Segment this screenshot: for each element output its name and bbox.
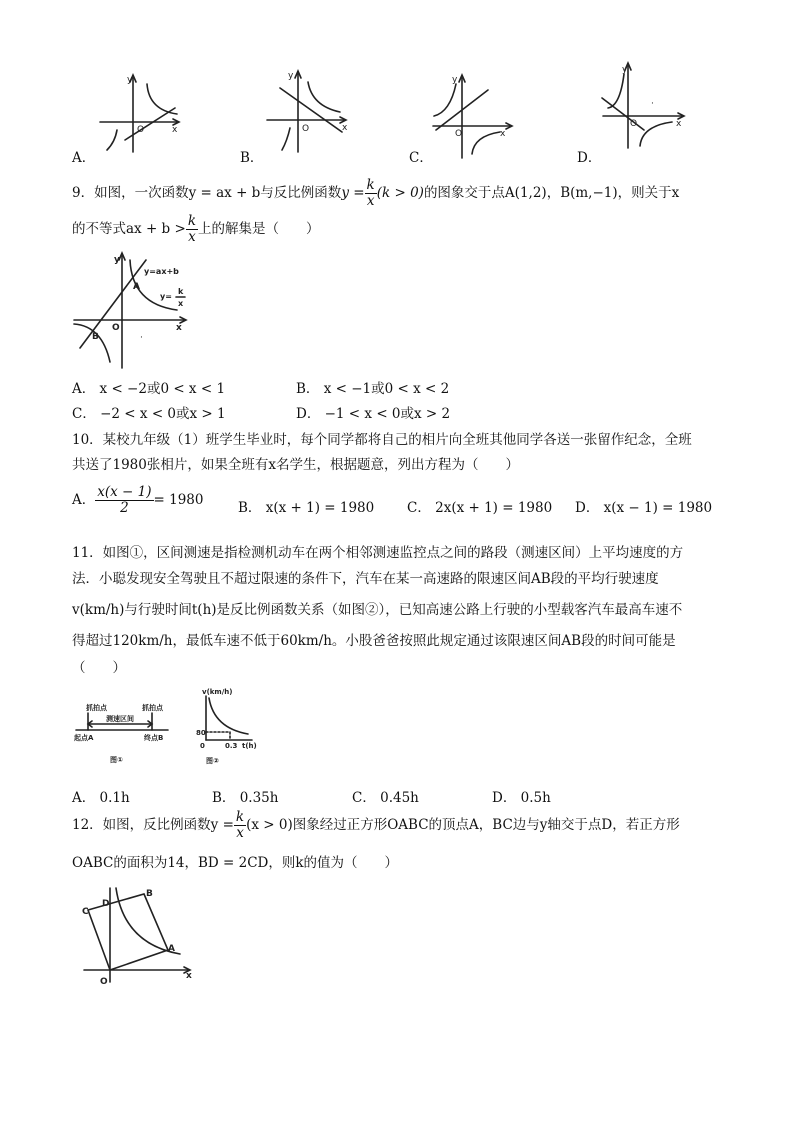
q12-stem-line2: OABC的面积为14，BD = 2CD，则k的值为（ ） bbox=[72, 855, 399, 871]
q10-option-a bbox=[72, 485, 203, 516]
fig1-start-label: 起点A bbox=[74, 734, 94, 742]
q12-stem-part1: 12．如图，反比例函数y = bbox=[72, 817, 234, 833]
q9-point-a: A bbox=[133, 282, 140, 292]
q11-stem-line3: v(km/h)与行驶时间t(h)是反比例函数关系（如图②），已知高速公路上行驶的小型载客汽车最高车速不 bbox=[72, 602, 683, 618]
q9-stem-line2 bbox=[72, 214, 320, 245]
q11-stem-line4: 得超过120km/h，最低车速不低于60km/h。小股爸爸按照此规定通过该限速区间AB段的时间可能是 bbox=[72, 633, 676, 649]
fig2-origin: 0 bbox=[200, 742, 205, 750]
q9-frac2-den: x bbox=[188, 229, 196, 245]
q9-curve-x: x bbox=[178, 299, 184, 308]
q11-stem-line5: （ ） bbox=[72, 660, 126, 676]
q9-fraction bbox=[365, 178, 377, 209]
graph-c bbox=[428, 70, 538, 160]
q11-option-a: A． 0.1h bbox=[72, 790, 130, 806]
q12-point-d: D bbox=[102, 899, 110, 909]
origin-label: O bbox=[137, 125, 145, 135]
q10-stem-line1: 10．某校九年级（1）班学生毕业时，每个同学都将自己的相片向全班其他同学各送一张留作纪念，全班 bbox=[72, 432, 692, 448]
q10-stem-line2: 共送了1980张相片，如果全班有x名学生，根据题意，列出方程为（ ） bbox=[72, 457, 519, 473]
q9-frac-den: x bbox=[366, 193, 375, 209]
q12-frac-num: k bbox=[235, 809, 245, 825]
axis-x-label: x bbox=[172, 125, 178, 135]
q12-point-c: C bbox=[82, 907, 89, 917]
q9-stem-line1 bbox=[72, 178, 679, 209]
origin-label: O bbox=[302, 124, 310, 134]
q9-stem-part1: 9．如图，一次函数y = ax + b与反比例函数 bbox=[72, 185, 342, 201]
axis-y-label: y bbox=[622, 65, 628, 75]
q11-figure-1 bbox=[72, 700, 182, 770]
option-a-label: A． bbox=[72, 150, 96, 166]
fig1-end-label: 终点B bbox=[144, 734, 164, 742]
option-b-label: B． bbox=[240, 150, 264, 166]
q11-stem-line2: 法．小聪发现安全驾驶且不超过限速的条件下，汽车在某一高速路的限速区间AB段的平均行驶速度 bbox=[72, 571, 659, 587]
q10-option-a-rhs: = 1980 bbox=[153, 492, 204, 508]
fig2-caption: 图② bbox=[206, 757, 219, 765]
q9-curve-label: y= bbox=[160, 292, 172, 301]
fig2-y-label: v(km/h) bbox=[202, 688, 233, 696]
q10-option-a-num: x(x − 1) bbox=[97, 484, 152, 500]
origin-label: O bbox=[630, 119, 638, 129]
q9-condition: (k > 0) bbox=[376, 185, 424, 201]
q10-option-d: D． x(x − 1) = 1980 bbox=[575, 500, 713, 516]
q12-axis-x: x bbox=[186, 971, 192, 981]
q9-frac-y: y = bbox=[341, 185, 365, 201]
q10-option-a-fraction bbox=[95, 485, 153, 516]
q9-line-label: y=ax+b bbox=[144, 267, 179, 276]
q12-point-b: B bbox=[146, 889, 153, 899]
fig1-caption: 图① bbox=[110, 756, 123, 764]
q11-figure-2 bbox=[196, 688, 276, 768]
q12-frac-den: x bbox=[236, 825, 244, 841]
axis-y-label: y bbox=[288, 71, 294, 81]
option-c-label: C． bbox=[409, 150, 433, 166]
fig1-interval-label: 测速区间 bbox=[106, 715, 134, 723]
q9-stem-part2: 的图象交于点A(1,2)，B(m,−1)，则关于x bbox=[423, 185, 680, 201]
q9-frac2-num: k bbox=[187, 213, 196, 229]
q11-option-b: B． 0.35h bbox=[212, 790, 279, 806]
axis-y-label: y bbox=[127, 75, 133, 85]
q10-option-b: B． x(x + 1) = 1980 bbox=[238, 500, 375, 516]
origin-label: O bbox=[455, 129, 463, 139]
axis-y-label: y bbox=[452, 75, 458, 85]
q9-figure bbox=[72, 252, 202, 372]
q11-stem-line1: 11．如图①，区间测速是指检测机动车在两个相邻测速监控点之间的路段（测速区间）上平均速度的方 bbox=[72, 545, 684, 561]
axis-x-label: x bbox=[676, 119, 682, 129]
option-d-label: D． bbox=[577, 150, 602, 166]
q12-figure bbox=[80, 884, 210, 994]
q12-fraction bbox=[234, 810, 246, 841]
q9-axis-x: x bbox=[176, 323, 182, 333]
q9-axis-y: y bbox=[114, 255, 120, 265]
q10-option-a-label: A． bbox=[72, 492, 96, 508]
q12-stem-part2: (x > 0)图象经过正方形OABC的顶点A，BC边与y轴交于点D，若正方形 bbox=[246, 817, 680, 833]
fig2-tick-0.3: 0.3 bbox=[225, 742, 238, 750]
fig1-right-camera: 抓拍点 bbox=[142, 704, 163, 712]
fig2-x-label: t(h) bbox=[242, 742, 257, 750]
axis-x-label: x bbox=[500, 129, 506, 139]
q9-curve-k: k bbox=[178, 287, 184, 296]
q9-fraction-2 bbox=[186, 214, 198, 245]
q9-stem-part4: 上的解集是（ ） bbox=[198, 221, 320, 237]
graph-d bbox=[598, 60, 708, 150]
q9-option-c: C． −2 < x < 0或x > 1 bbox=[72, 406, 226, 422]
q9-frac-num: k bbox=[366, 177, 375, 193]
q9-point-b: B bbox=[92, 332, 99, 342]
graph-a bbox=[95, 70, 205, 160]
q11-option-c: C． 0.45h bbox=[352, 790, 419, 806]
q9-stray-dot: · bbox=[140, 333, 143, 343]
q9-stem-part3: 的不等式ax + b > bbox=[72, 221, 186, 237]
q9-option-b: B． x < −1或0 < x < 2 bbox=[296, 381, 450, 397]
q10-option-c: C． 2x(x + 1) = 1980 bbox=[407, 500, 553, 516]
fig1-left-camera: 抓拍点 bbox=[86, 704, 107, 712]
q12-point-o: O bbox=[100, 977, 108, 987]
axis-x-label: x bbox=[342, 123, 348, 133]
graph-b bbox=[262, 66, 372, 156]
q9-option-d: D． −1 < x < 0或x > 2 bbox=[296, 406, 451, 422]
stray-dot: · bbox=[651, 99, 654, 109]
fig2-value-80: 80 bbox=[196, 729, 206, 737]
q11-option-d: D． 0.5h bbox=[492, 790, 551, 806]
q9-origin: O bbox=[112, 323, 120, 333]
q10-option-a-den: 2 bbox=[120, 500, 129, 516]
q12-point-a: A bbox=[168, 944, 175, 954]
q9-option-a: A． x < −2或0 < x < 1 bbox=[72, 381, 226, 397]
q12-stem-line1 bbox=[72, 810, 680, 841]
